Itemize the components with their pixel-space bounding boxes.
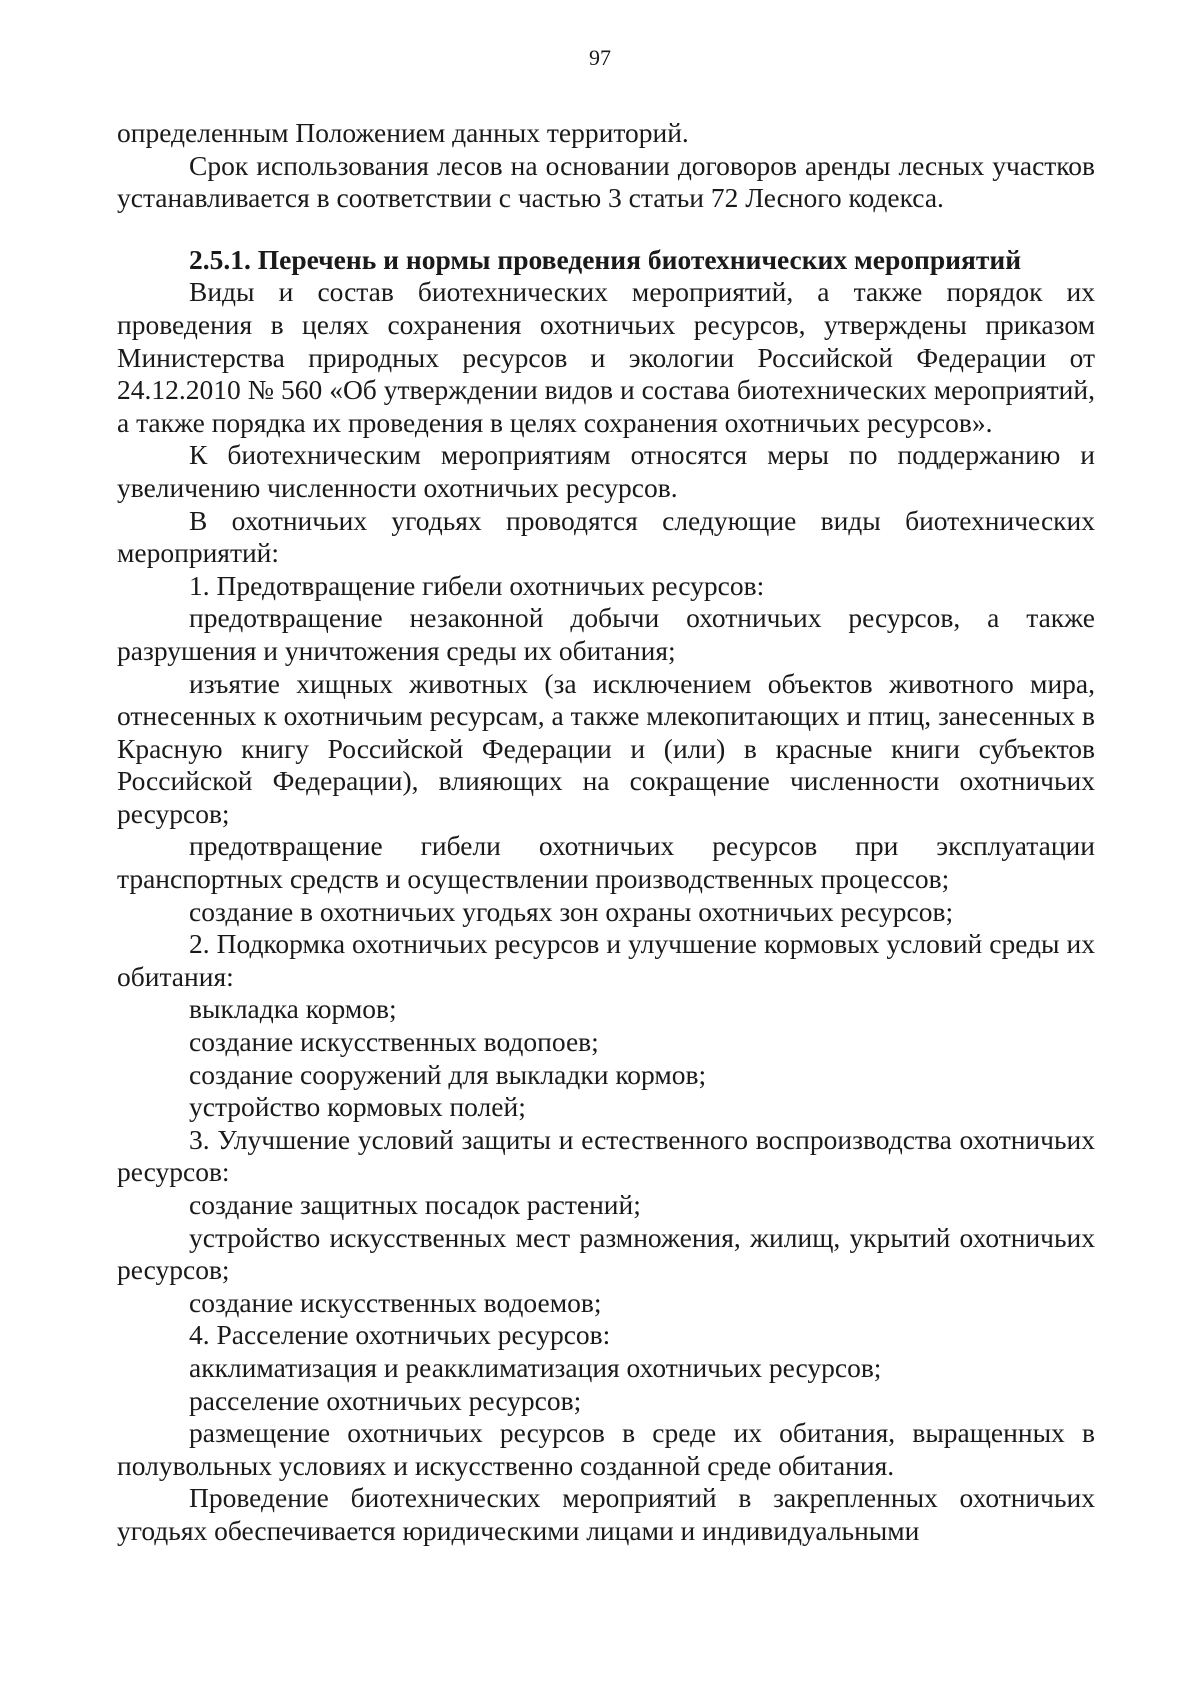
list-item: устройство кормовых полей; [189, 1091, 526, 1123]
list-item: расселение охотничьих ресурсов; [189, 1384, 582, 1416]
list-item: создание защитных посадок растений; [189, 1189, 641, 1220]
paragraph: Срок использования лесов на основании договоров аренды лесных участков устанавливается в соответствии с частью 3 статьи 72 Лесного кодекса. [117, 149, 1095, 214]
list-heading: 1. Предотвращение гибели охотничьих ресурсов: [189, 569, 765, 601]
list-heading: 3. Улучшение условий защиты и естественного воспроизводства охотничьих ресурсов: [117, 1123, 1095, 1188]
paragraph: Проведение биотехнических мероприятий в закрепленных охотничьих угодьях обеспечивается юридическими лицами и индивидуальными [117, 1482, 1095, 1546]
list-item: предотвращение незаконной добычи охотничьих ресурсов, а также разрушения и уничтожения среды их обитания; [117, 602, 1095, 666]
list-heading: 4. Расселение охотничьих ресурсов: [189, 1319, 611, 1351]
page-number: 97 [589, 45, 611, 70]
paragraph: Виды и состав биотехнических мероприятий, а также порядок их проведения в целях сохранения охотничьих ресурсов, утверждены приказом Министерства природных ресурсов и экологии Российской Федерации от 24.12.2010 № 560 «Об утверждении видов и состава биотехнических мероприятий, а также порядка их проведения в целях сохранения охотничьих ресурсов». [117, 276, 1095, 438]
list-heading: 2. Подкормка охотничьих ресурсов и улучшение кормовых условий среды их обитания: [117, 928, 1095, 992]
paragraph: определенным Положением данных территорий. [117, 117, 689, 148]
list-item: предотвращение гибели охотничьих ресурсов при эксплуатации транспортных средств и осуществлении производственных процессов; [117, 830, 1095, 895]
list-item: акклиматизация и реакклиматизация охотничьих ресурсов; [189, 1351, 882, 1383]
list-item: создание сооружений для выкладки кормов; [189, 1058, 707, 1090]
list-item: создание искусственных водоемов; [189, 1286, 602, 1318]
list-item: устройство искусственных мест размножения, жилищ, укрытий охотничьих ресурсов; [117, 1221, 1095, 1286]
paragraph: В охотничьих угодьях проводятся следующие виды биотехнических мероприятий: [117, 504, 1095, 569]
list-item: изъятие хищных животных (за исключением объектов животного мира, отнесенных к охотничьим ресурсам, а также млекопитающих и птиц, занесенных в Красную книгу Российской Федерации и (или) в красные книги субъектов Российской Федерации), влияющих на сокращение численности охотничьих ресурсов; [117, 667, 1095, 829]
list-item: создание в охотничьих угодьях зон охраны охотничьих ресурсов; [189, 895, 954, 927]
paragraph: К биотехническим мероприятиям относятся меры по поддержанию и увеличению численности охотничьих ресурсов. [117, 439, 1095, 503]
list-item: выкладка кормов; [189, 993, 397, 1025]
list-item: создание искусственных водопоев; [189, 1026, 599, 1058]
document-body [117, 117, 1095, 1548]
list-item: размещение охотничьих ресурсов в среде их обитания, выращенных в полувольных условиях и искусственно созданной среде обитания. [117, 1417, 1095, 1481]
section-heading: 2.5.1. Перечень и нормы проведения биотехнических мероприятий [189, 243, 1022, 275]
